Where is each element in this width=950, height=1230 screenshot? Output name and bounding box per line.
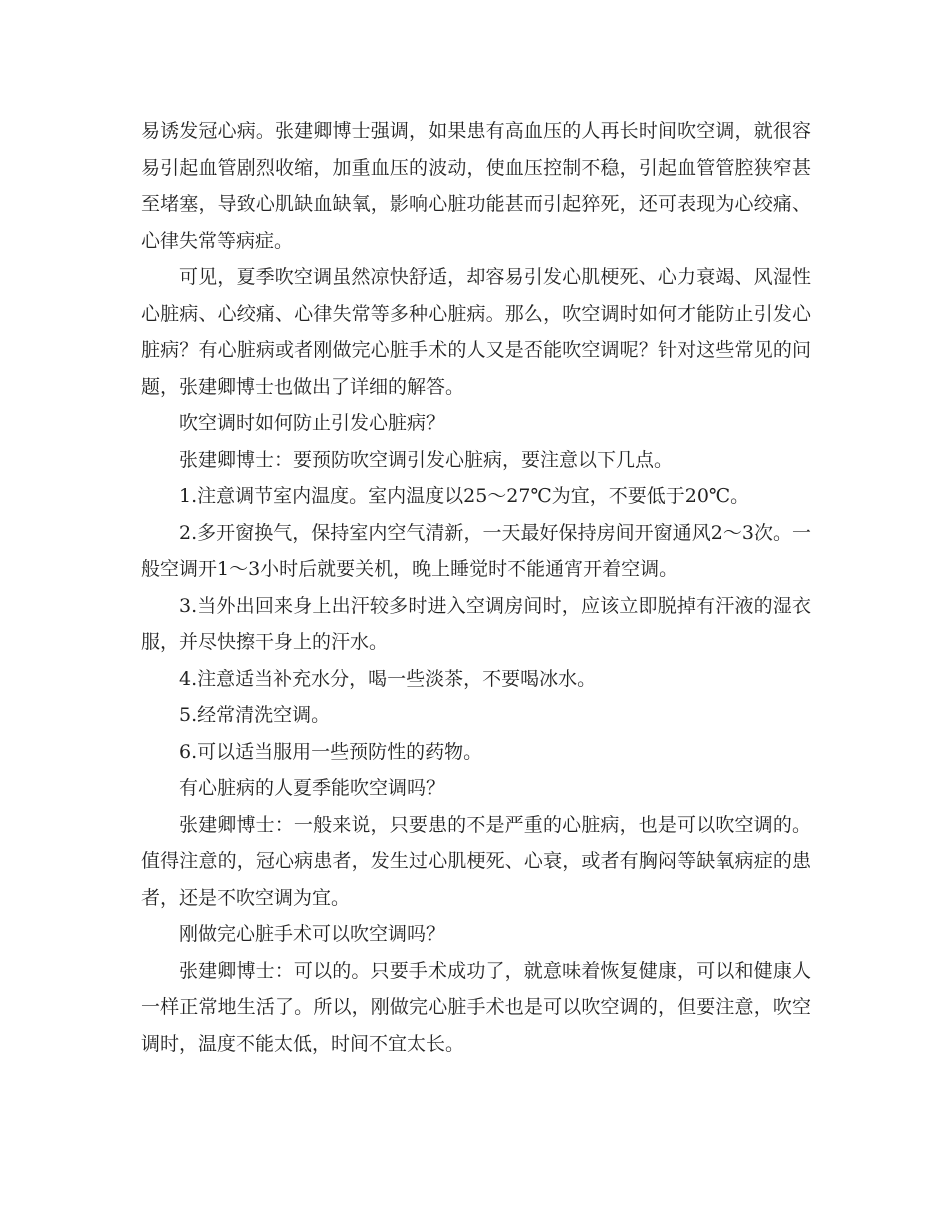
list-item: 5.经常清洗空调。	[179, 704, 331, 726]
question-heading: 有心脏病的人夏季能吹空调吗？	[179, 777, 446, 799]
question-heading: 刚做完心脏手术可以吹空调吗？	[179, 923, 446, 945]
list-item: 1.注意调节室内温度。室内温度以25～27℃为宜，不要低于20℃。	[179, 485, 750, 507]
paragraph: 可见，夏季吹空调虽然凉快舒适，却容易引发心肌梗死、心力衰竭、风湿性心脏病、心绞痛、心律失常等多种心脏病。那么，吹空调时如何才能防止引发心脏病？有心脏病或者刚做完心脏手术的人又是否能吹空调呢？针对这些常见的问题，张建卿博士也做出了详细的解答。	[141, 266, 811, 398]
paragraph-continued: 易诱发冠心病。张建卿博士强调，如果患有高血压的人再长时间吹空调，就很容易引起血管剧烈收缩，加重血压的波动，使血压控制不稳，引起血管管腔狭窄甚至堵塞，导致心肌缺血缺氧，影响心脏功能甚而引起猝死，还可表现为心绞痛、心律失常等病症。	[141, 120, 811, 252]
answer-intro: 张建卿博士：要预防吹空调引发心脏病，要注意以下几点。	[179, 448, 674, 471]
list-item: 4.注意适当补充水分，喝一些淡茶，不要喝冰水。	[179, 667, 597, 690]
question-heading: 吹空调时如何防止引发心脏病？	[179, 412, 446, 434]
answer-paragraph: 张建卿博士：一般来说，只要患的不是严重的心脏病，也是可以吹空调的。值得注意的，冠心病患者，发生过心肌梗死、心衰，或者有胸闷等缺氧病症的患者，还是不吹空调为宜。	[141, 813, 811, 909]
answer-paragraph: 张建卿博士：可以的。只要手术成功了，就意味着恢复健康，可以和健康人一样正常地生活了。所以，刚做完心脏手术也是可以吹空调的，但要注意，吹空调时，温度不能太低，时间不宜太长。	[141, 959, 811, 1055]
list-item: 3.当外出回来身上出汗较多时进入空调房间时，应该立即脱掉有汗液的湿衣服，并尽快擦干身上的汗水。	[141, 594, 811, 653]
list-item: 2.多开窗换气，保持室内空气清新，一天最好保持房间开窗通风2～3次。一般空调开1～3小时后就要关机，晚上睡觉时不能通宵开着空调。	[141, 521, 811, 580]
list-item: 6.可以适当服用一些预防性的药物。	[179, 740, 483, 763]
document-body	[141, 113, 811, 1062]
